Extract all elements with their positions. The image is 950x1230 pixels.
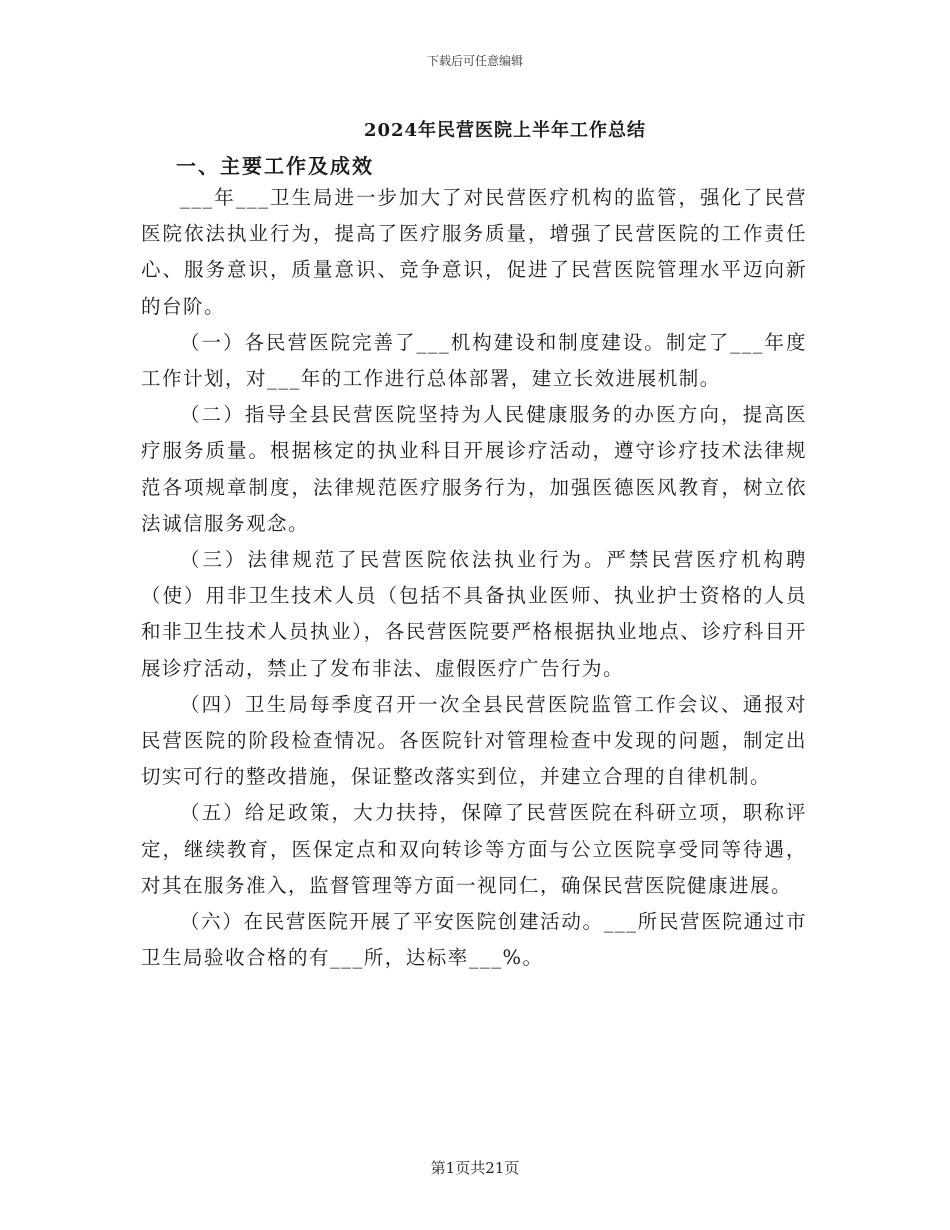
- paragraph-item-1: （一）各民营医院完善了___机构建设和制度建设。制定了___年度工作计划，对___年的工作进行总体部署，建立长效进展机制。: [141, 330, 807, 391]
- document-body: [141, 180, 807, 976]
- paragraph-item-3: （三）法律规范了民营医院依法执业行为。严禁民营医疗机构聘（使）用非卫生技术人员（包括不具备执业医师、执业护士资格的人员和非卫生技术人员执业），各民营医院要严格根据执业地点、诊疗科目开展诊疗活动，禁止了发布非法、虚假医疗广告行为。: [141, 548, 807, 680]
- paragraph-intro: ___年___卫生局进一步加大了对民营医疗机构的监管，强化了民营医院依法执业行为，提高了医疗服务质量，增强了民营医院的工作责任心、服务意识，质量意识、竞争意识，促进了民营医院管理水平迈向新的台阶。: [141, 186, 807, 318]
- paragraph-item-2: （二）指导全县民营医院坚持为人民健康服务的办医方向，提高医疗服务质量。根据核定的执业科目开展诊疗活动，遵守诊疗技术法律规范各项规章制度，法律规范医疗服务行为，加强医德医风教育，树立依法诚信服务观念。: [141, 403, 807, 535]
- document-title: 2024年民营医院上半年工作总结: [363, 120, 647, 141]
- paragraph-item-5: （五）给足政策，大力扶持，保障了民营医院在科研立项，职称评定，继续教育，医保定点和双向转诊等方面与公立医院享受同等待遇，对其在服务准入，监督管理等方面一视同仁，确保民营医院健康进展。: [141, 801, 807, 897]
- paragraph-item-6: （六）在民营医院开展了平安医院创建活动。___所民营医院通过市卫生局验收合格的有___所，达标率___%。: [141, 910, 807, 970]
- paragraph-item-4: （四）卫生局每季度召开一次全县民营医院监管工作会议、通报对民营医院的阶段检查情况。各医院针对管理检查中发现的问题，制定出切实可行的整改措施，保证整改落实到位，并建立合理的自律机制。: [141, 692, 807, 789]
- section-heading: 一、主要工作及成效: [176, 154, 374, 178]
- download-note: 下载后可任意编辑: [426, 54, 523, 68]
- page-number: 第1页共21页: [430, 1159, 520, 1177]
